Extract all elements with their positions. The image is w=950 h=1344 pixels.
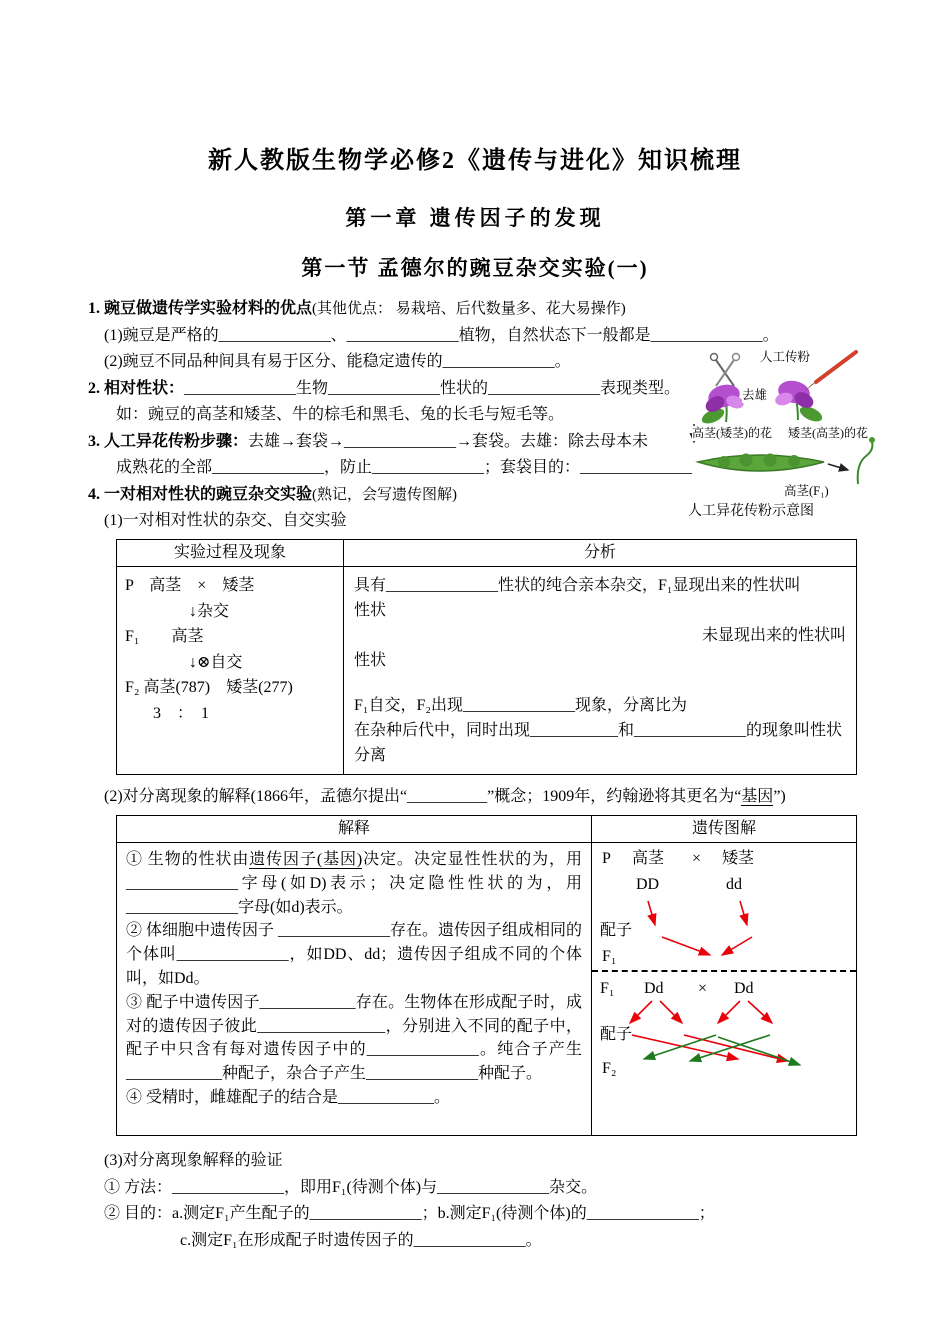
- item1-line2: (2)豌豆不同品种间具有易于区分、能稳定遗传的______________。: [104, 353, 571, 370]
- item2-heading: [88, 376, 684, 403]
- diag-genotype-dd1: Dd: [644, 980, 664, 997]
- diag-f2-label: F₂: [602, 1060, 617, 1077]
- item3-heading: [88, 429, 684, 456]
- genetic-diagram-cell: [592, 843, 857, 1136]
- doc-title: 新人教版生物学必修2《遗传与进化》知识梳理: [208, 148, 742, 174]
- item1-line1: (1)豌豆是严格的______________、______________植物，自然状态下一般都是______________。: [104, 326, 779, 344]
- analysis-line4: 性状: [354, 652, 387, 669]
- diag-genotype-dd2: Dd: [734, 980, 754, 997]
- cross-row-f2: F₂ 高茎(787) 矮茎(277): [125, 679, 293, 696]
- pollination-graphic: [686, 344, 884, 499]
- explanation-table: [116, 815, 857, 1137]
- diag-genotype-dd-lower: dd: [726, 876, 742, 893]
- diag-p-short: 矮茎: [722, 850, 755, 867]
- table2-header-explain: 解释: [117, 815, 592, 843]
- item1-head-note: (其他优点： 易栽培、后代数量多、花大易操作): [312, 301, 626, 317]
- section-title: 第一节 孟德尔的豌豆杂交实验(一): [301, 256, 649, 280]
- explain-p1-post: 决定。决定显性性状的为，用______________字母(如D)表示；决定隐性性状的为，用______________字母(如d)表示。: [126, 851, 582, 916]
- analysis-line3: 未显现出来的性状叫: [701, 627, 846, 644]
- pollination-illustration: [686, 344, 884, 526]
- diag-gamete-1: 配子: [600, 922, 633, 939]
- cross-row-f1: F₁ 高茎: [125, 628, 204, 645]
- diagram-dashed-divider: [592, 970, 856, 972]
- explain-p1: [126, 848, 582, 919]
- analysis-line6: 在杂种后代中，同时出现___________和______________的现象叫性状: [354, 722, 843, 739]
- label-emasculation: 去雄: [742, 388, 768, 402]
- diag-f1-label: F₁: [602, 948, 617, 965]
- explain-p4: ④ 受精时，雌雄配子的结合是____________。: [126, 1088, 451, 1106]
- label-flower-left: 高茎(矮茎)的花: [692, 426, 772, 440]
- analysis-line5: F₁自交，F₂出现______________现象，分离比为: [354, 697, 687, 714]
- item3-head-rest: 去雄→套袋→______________→套袋。去雄：除去母本未: [248, 432, 649, 450]
- explain-p1-underlined: 遗传因子(基因): [249, 851, 363, 868]
- item3-head-text: 3. 人工异花传粉步骤：: [88, 432, 249, 450]
- item2-line2: 如：豌豆的高茎和矮茎、牛的棕毛和黑毛、兔的长毛与短毛等。: [116, 406, 565, 423]
- explain-p1-pre: ① 生物的性状由: [126, 851, 250, 868]
- item3-line2: 成熟花的全部______________，防止______________；套袋目的：______________: [116, 459, 693, 476]
- label-artificial-pollination: 人工传粉: [760, 350, 811, 364]
- cross-row-ratio: 3 ： 1: [153, 704, 210, 722]
- sub2-pre: (2)对分离现象的解释(1866年，孟德尔提出“__________”概念；1909年，约翰逊将其更名为“: [104, 788, 742, 805]
- analysis-line7: 分离: [354, 747, 387, 764]
- sub2-gene-underlined: 基因: [741, 788, 774, 805]
- item2-head-text: 2. 相对性状：: [88, 379, 185, 397]
- table2-header-diagram: 遗传图解: [592, 815, 857, 843]
- item4-sub3-line1: ① 方法：______________，即用F₁(待测个体)与______________杂交。: [104, 1178, 598, 1196]
- genetic-diagram-arrows: [592, 843, 856, 1135]
- diag-p-label: P: [602, 850, 611, 867]
- item4-head-note: (熟记，会写遗传图解): [312, 486, 458, 503]
- item1-head-text: 1. 豌豆做遗传学实验材料的优点: [88, 300, 313, 317]
- cross-analysis-cell: [344, 567, 857, 775]
- illustration-caption: 人工异花传粉示意图: [688, 504, 814, 519]
- item4-sub3-heading: (3)对分离现象解释的验证: [104, 1152, 283, 1169]
- cross-row-hybridize: ↓杂交: [189, 602, 230, 620]
- sub2-post: ”): [773, 788, 786, 805]
- item4-sub3-line2: ② 目的：a.测定F₁产生配子的______________；b.测定F₁(待测个体)的______________；: [104, 1205, 715, 1222]
- diag-times-2: ×: [698, 980, 708, 997]
- label-f1-pod: 高茎(F₁): [784, 484, 829, 498]
- diag-p-tall: 高茎: [632, 850, 665, 867]
- table1-header-process: 实验过程及现象: [117, 539, 344, 567]
- item4-heading: [88, 482, 684, 509]
- cross-experiment-table: [116, 539, 857, 776]
- cross-row-self: ↓⊗自交: [189, 653, 243, 671]
- diag-f1b-label: F₁: [600, 980, 615, 997]
- analysis-line2: 性状: [354, 602, 387, 619]
- label-flower-right: 矮茎(高茎)的花: [788, 426, 868, 440]
- item4-sub1: (1)一对相对性状的杂交、自交实验: [104, 512, 347, 529]
- item4-sub3-line3: c.测定F₁在形成配子时遗传因子的______________。: [180, 1231, 542, 1249]
- diag-times-1: ×: [692, 850, 702, 867]
- diag-gamete-2: 配子: [600, 1026, 633, 1043]
- item1-heading: [88, 296, 882, 323]
- cross-row-p: P 高茎 × 矮茎: [125, 577, 255, 594]
- analysis-line1: 具有______________性状的纯合亲本杂交，F₁显现出来的性状叫: [354, 577, 801, 594]
- explain-p2: ② 体细胞中遗传因子 ______________存在。遗传因子组成相同的个体叫______________，如DD、dd；遗传因子组成不同的个体叫，如Dd。: [126, 922, 583, 987]
- cross-process-cell: [117, 567, 344, 775]
- table1-header-analysis: 分析: [344, 539, 857, 567]
- content-body: [88, 296, 882, 1254]
- item4-head-text: 4. 一对相对性状的豌豆杂交实验: [88, 485, 313, 503]
- item2-head-rest: ______________生物______________性状的______________表现类型。: [184, 379, 681, 397]
- explanation-cell: [117, 843, 592, 1136]
- item4-sub2: [88, 784, 882, 811]
- diag-genotype-dd-upper: DD: [636, 876, 660, 893]
- explain-p3: ③ 配子中遗传因子____________存在。生物体在形成配子时，成对的遗传因子彼此________________，分别进入不同的配子中，配子中只含有每对遗传因子中的______________。纯合子产生____________种配子，杂合子产生______________种配子。: [126, 993, 582, 1083]
- chapter-title: 第一章 遗传因子的发现: [345, 206, 605, 230]
